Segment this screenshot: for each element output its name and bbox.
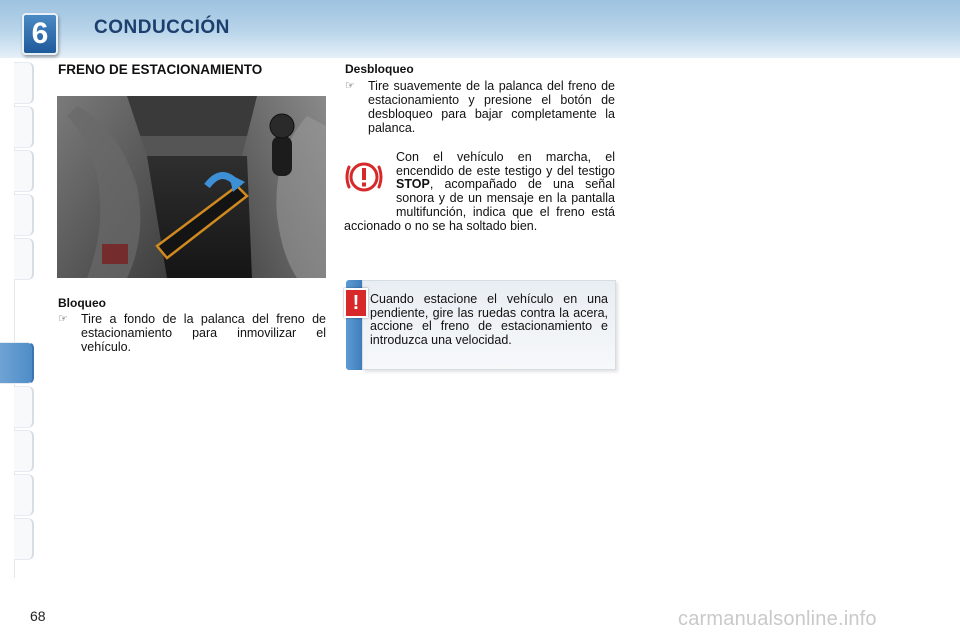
parking-brake-photo	[57, 96, 326, 278]
chapter-title: CONDUCCIÓN	[94, 17, 230, 38]
caution-box	[346, 280, 616, 370]
desbloqueo-heading: Desbloqueo	[345, 62, 414, 76]
desbloqueo-instruction	[345, 79, 615, 135]
chapter-number-badge: 6	[22, 13, 58, 55]
exclamation-icon: !	[344, 288, 368, 318]
chapter-header	[0, 0, 960, 58]
brake-warning-icon	[344, 157, 396, 213]
caution-text: Cuando estacione el vehículo en una pendiente, gire las ruedas contra la acera, accione el freno de estacionamiento e introduzca una velocidad.	[370, 292, 608, 348]
warning-light-paragraph	[344, 151, 615, 233]
bloqueo-heading: Bloqueo	[58, 296, 106, 310]
chapter-tab-9[interactable]	[14, 474, 34, 516]
stop-label: STOP	[396, 177, 430, 192]
chapter-tab-5[interactable]	[14, 238, 34, 280]
chapter-tab-8[interactable]	[14, 430, 34, 472]
warning-text-start: Con el vehículo en marcha, el encendido de este testigo y del testigo	[396, 150, 615, 178]
desbloqueo-text: Tire suavemente de la palanca del freno de estacionamiento y presione el botón de desbloqueo para bajar completamente la palanca.	[368, 79, 615, 135]
pointing-hand-icon: ☞	[345, 80, 355, 92]
chapter-tab-6-active[interactable]	[0, 342, 34, 384]
chapter-tab-2[interactable]	[14, 106, 34, 148]
gear-knob	[270, 114, 294, 138]
chapter-tab-7[interactable]	[14, 386, 34, 428]
page-number: 68	[30, 608, 46, 624]
chapter-tab-rail	[0, 62, 34, 578]
bloqueo-instruction	[58, 312, 326, 354]
gear-shift-boot	[272, 136, 292, 176]
chapter-tab-3[interactable]	[14, 150, 34, 192]
warning-text-end: , acompañado de una señal sonora y de un mensaje en la pantalla multifunción, indica que el freno está accionado o no se ha soltado bien.	[344, 177, 615, 233]
pointing-hand-icon: ☞	[58, 313, 68, 325]
chapter-tab-10[interactable]	[14, 518, 34, 560]
section-title: FRENO DE ESTACIONAMIENTO	[58, 62, 263, 77]
chapter-tab-4[interactable]	[14, 194, 34, 236]
bloqueo-text: Tire a fondo de la palanca del freno de estacionamiento para inmovilizar el vehículo.	[81, 312, 326, 354]
chapter-tab-1[interactable]	[14, 62, 34, 104]
watermark: carmanualsonline.info	[678, 608, 877, 630]
